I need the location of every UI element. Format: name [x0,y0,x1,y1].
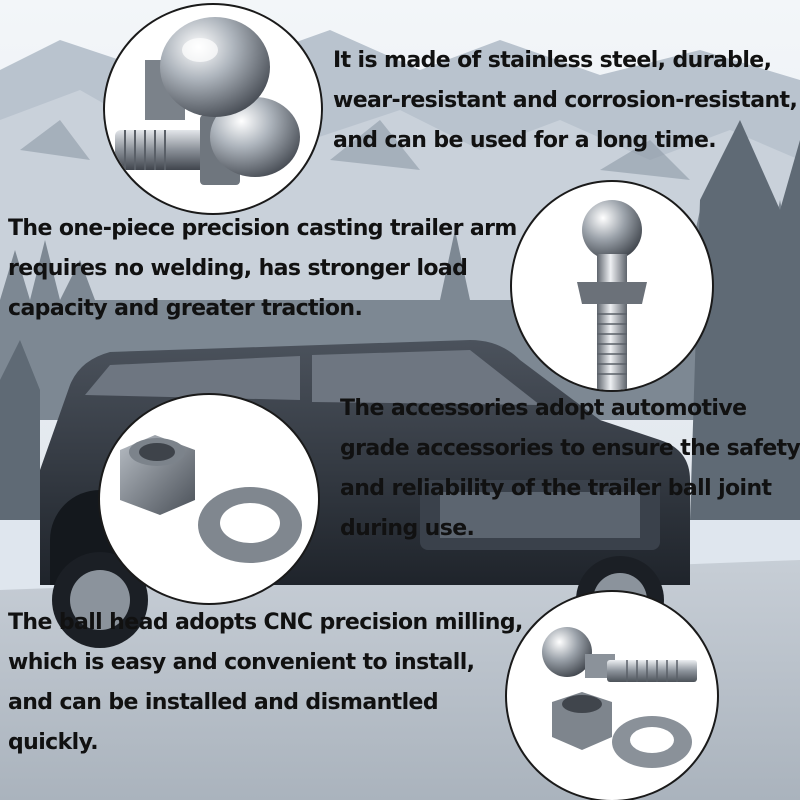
caption-line: capacity and greater traction. [8,296,363,321]
caption-line: The accessories adopt automotive [340,396,747,421]
caption-line: which is easy and convenient to install, [8,650,475,675]
caption-line: and can be installed and dismantled [8,690,438,715]
caption-automotive-accessories [340,389,800,549]
caption-line: and can be used for a long time. [333,128,717,153]
caption-line: quickly. [8,730,99,755]
caption-line: requires no welding, has stronger load [8,256,468,281]
ball-kit-circle [505,590,719,800]
caption-one-piece-casting [8,209,517,329]
ball-hitch-circle [510,180,714,392]
stainless-ball-pair-image [105,5,321,213]
hex-nut-and-washer-image [100,395,318,603]
caption-cnc-milling [8,603,523,763]
caption-line: The one-piece precision casting trailer arm [8,216,517,241]
nut-washer-circle [98,393,320,605]
trailer-ball-hitch-image [512,182,712,390]
ball-nut-washer-set-image [507,592,717,800]
caption-line: It is made of stainless steel, durable, [333,48,772,73]
caption-line: during use. [340,516,475,541]
caption-line: and reliability of the trailer ball joint [340,476,772,501]
caption-line: wear-resistant and corrosion-resistant, [333,88,798,113]
caption-line: grade accessories to ensure the safety [340,436,800,461]
caption-stainless-steel [333,41,797,161]
ball-mount-closeup-circle [103,3,323,215]
caption-line: The ball head adopts CNC precision milling, [8,610,523,635]
